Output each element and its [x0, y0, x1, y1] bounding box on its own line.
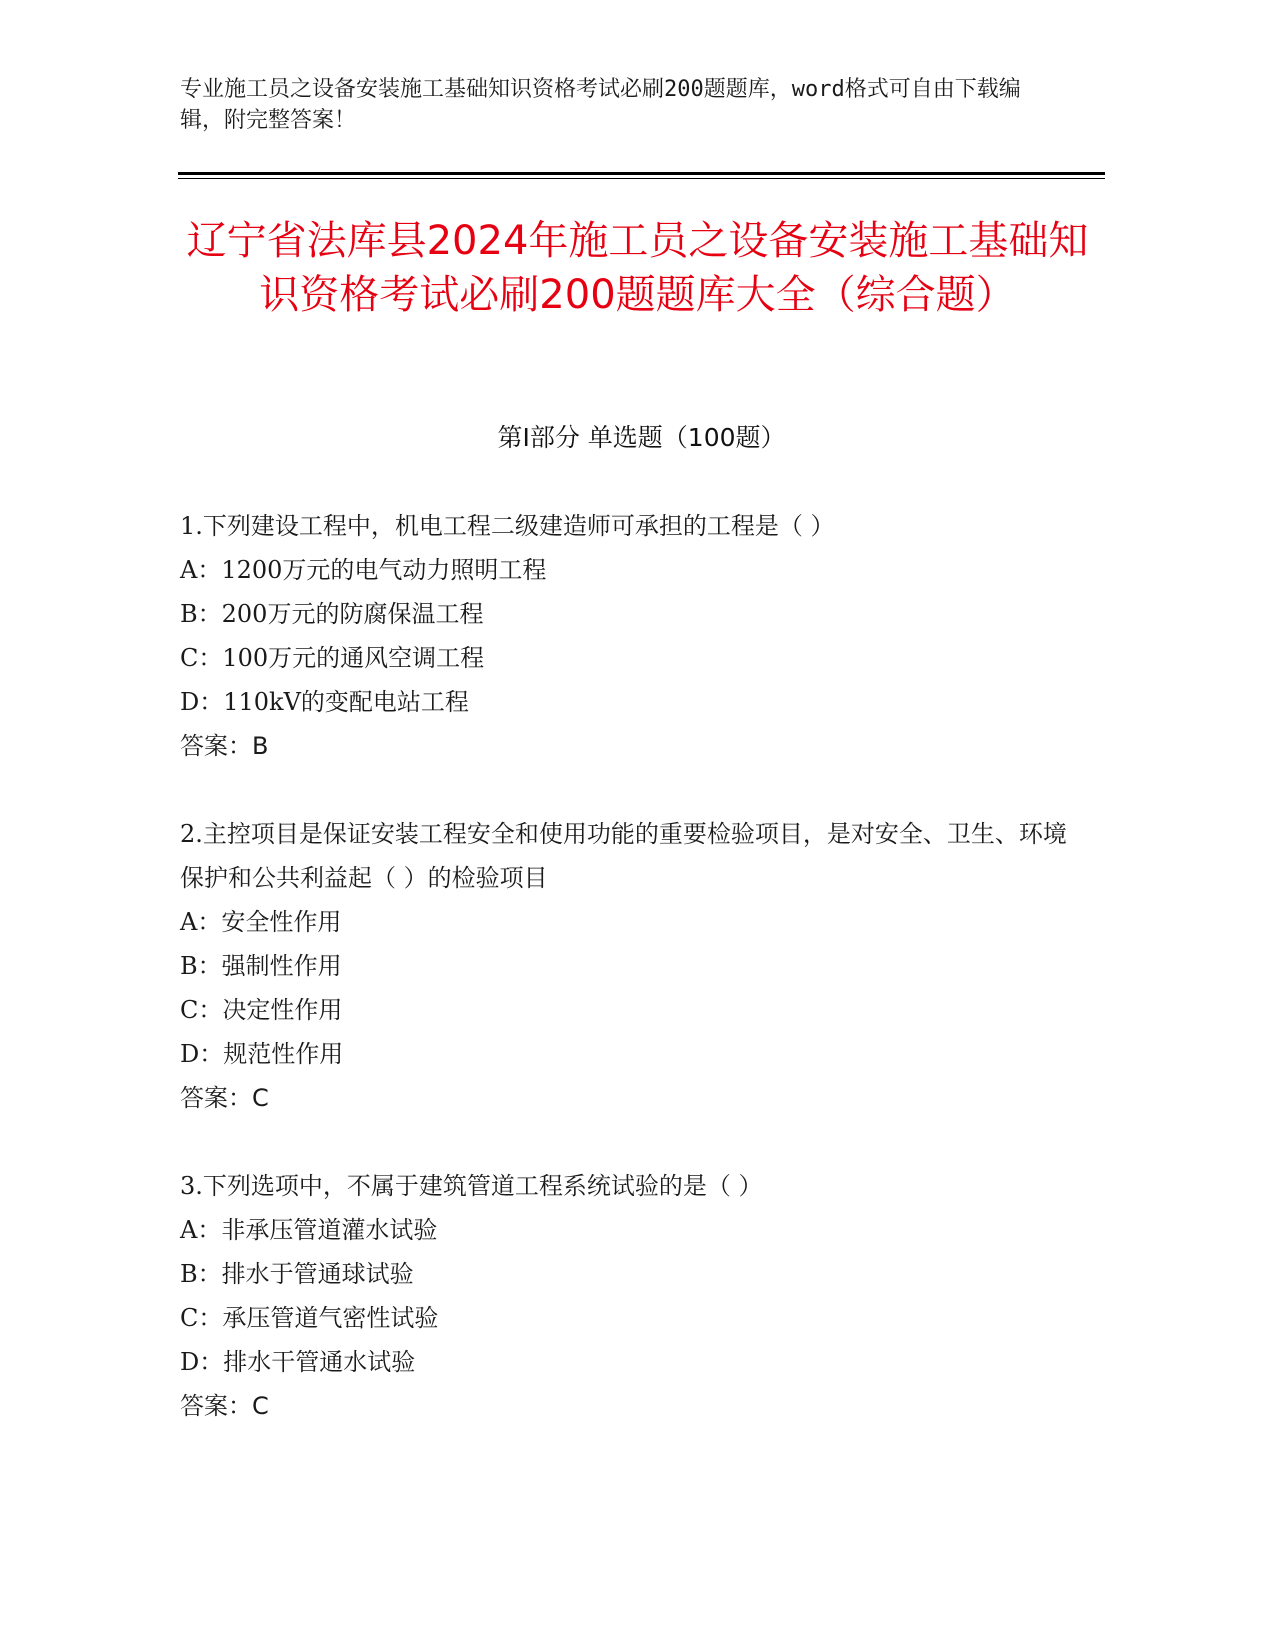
question-1: [180, 504, 1080, 768]
question-stem: 1.下列建设工程中，机电工程二级建造师可承担的工程是（ ）: [180, 512, 835, 540]
option-a: A：安全性作用: [180, 908, 342, 936]
answer: 答案：C: [180, 1392, 269, 1420]
header-note: 专业施工员之设备安装施工基础知识资格考试必刷200题题库，word格式可自由下载编辑，附完整答案！: [180, 77, 1021, 133]
question-list: [180, 504, 1080, 1472]
option-d: D：110kV的变配电站工程: [180, 688, 469, 716]
option-b: B：强制性作用: [180, 952, 342, 980]
header-divider-thin: [178, 178, 1105, 179]
option-a: A：非承压管道灌水试验: [180, 1216, 438, 1244]
option-c: C：100万元的通风空调工程: [180, 644, 485, 672]
option-c: C：承压管道气密性试验: [180, 1304, 439, 1332]
section-title: 第Ⅰ部分 单选题（100题）: [497, 423, 786, 452]
header-divider-thick: [178, 172, 1105, 175]
question-2: [180, 812, 1080, 1120]
option-d: D：规范性作用: [180, 1040, 344, 1068]
option-a: A：1200万元的电气动力照明工程: [180, 556, 547, 584]
answer: 答案：C: [180, 1084, 269, 1112]
option-c: C：决定性作用: [180, 996, 343, 1024]
option-b: B：200万元的防腐保温工程: [180, 600, 484, 628]
question-stem: 2.主控项目是保证安装工程安全和使用功能的重要检验项目，是对安全、卫生、环境保护和公共利益起（ ）的检验项目: [180, 820, 1067, 892]
option-b: B：排水于管通球试验: [180, 1260, 414, 1288]
question-stem: 3.下列选项中，不属于建筑管道工程系统试验的是（ ）: [180, 1172, 763, 1200]
answer: 答案：B: [180, 732, 269, 760]
option-d: D：排水干管通水试验: [180, 1348, 416, 1376]
document-title: 辽宁省法库县2024年施工员之设备安装施工基础知识资格考试必刷200题题库大全（综合题）: [186, 218, 1089, 318]
question-3: [180, 1164, 1080, 1428]
